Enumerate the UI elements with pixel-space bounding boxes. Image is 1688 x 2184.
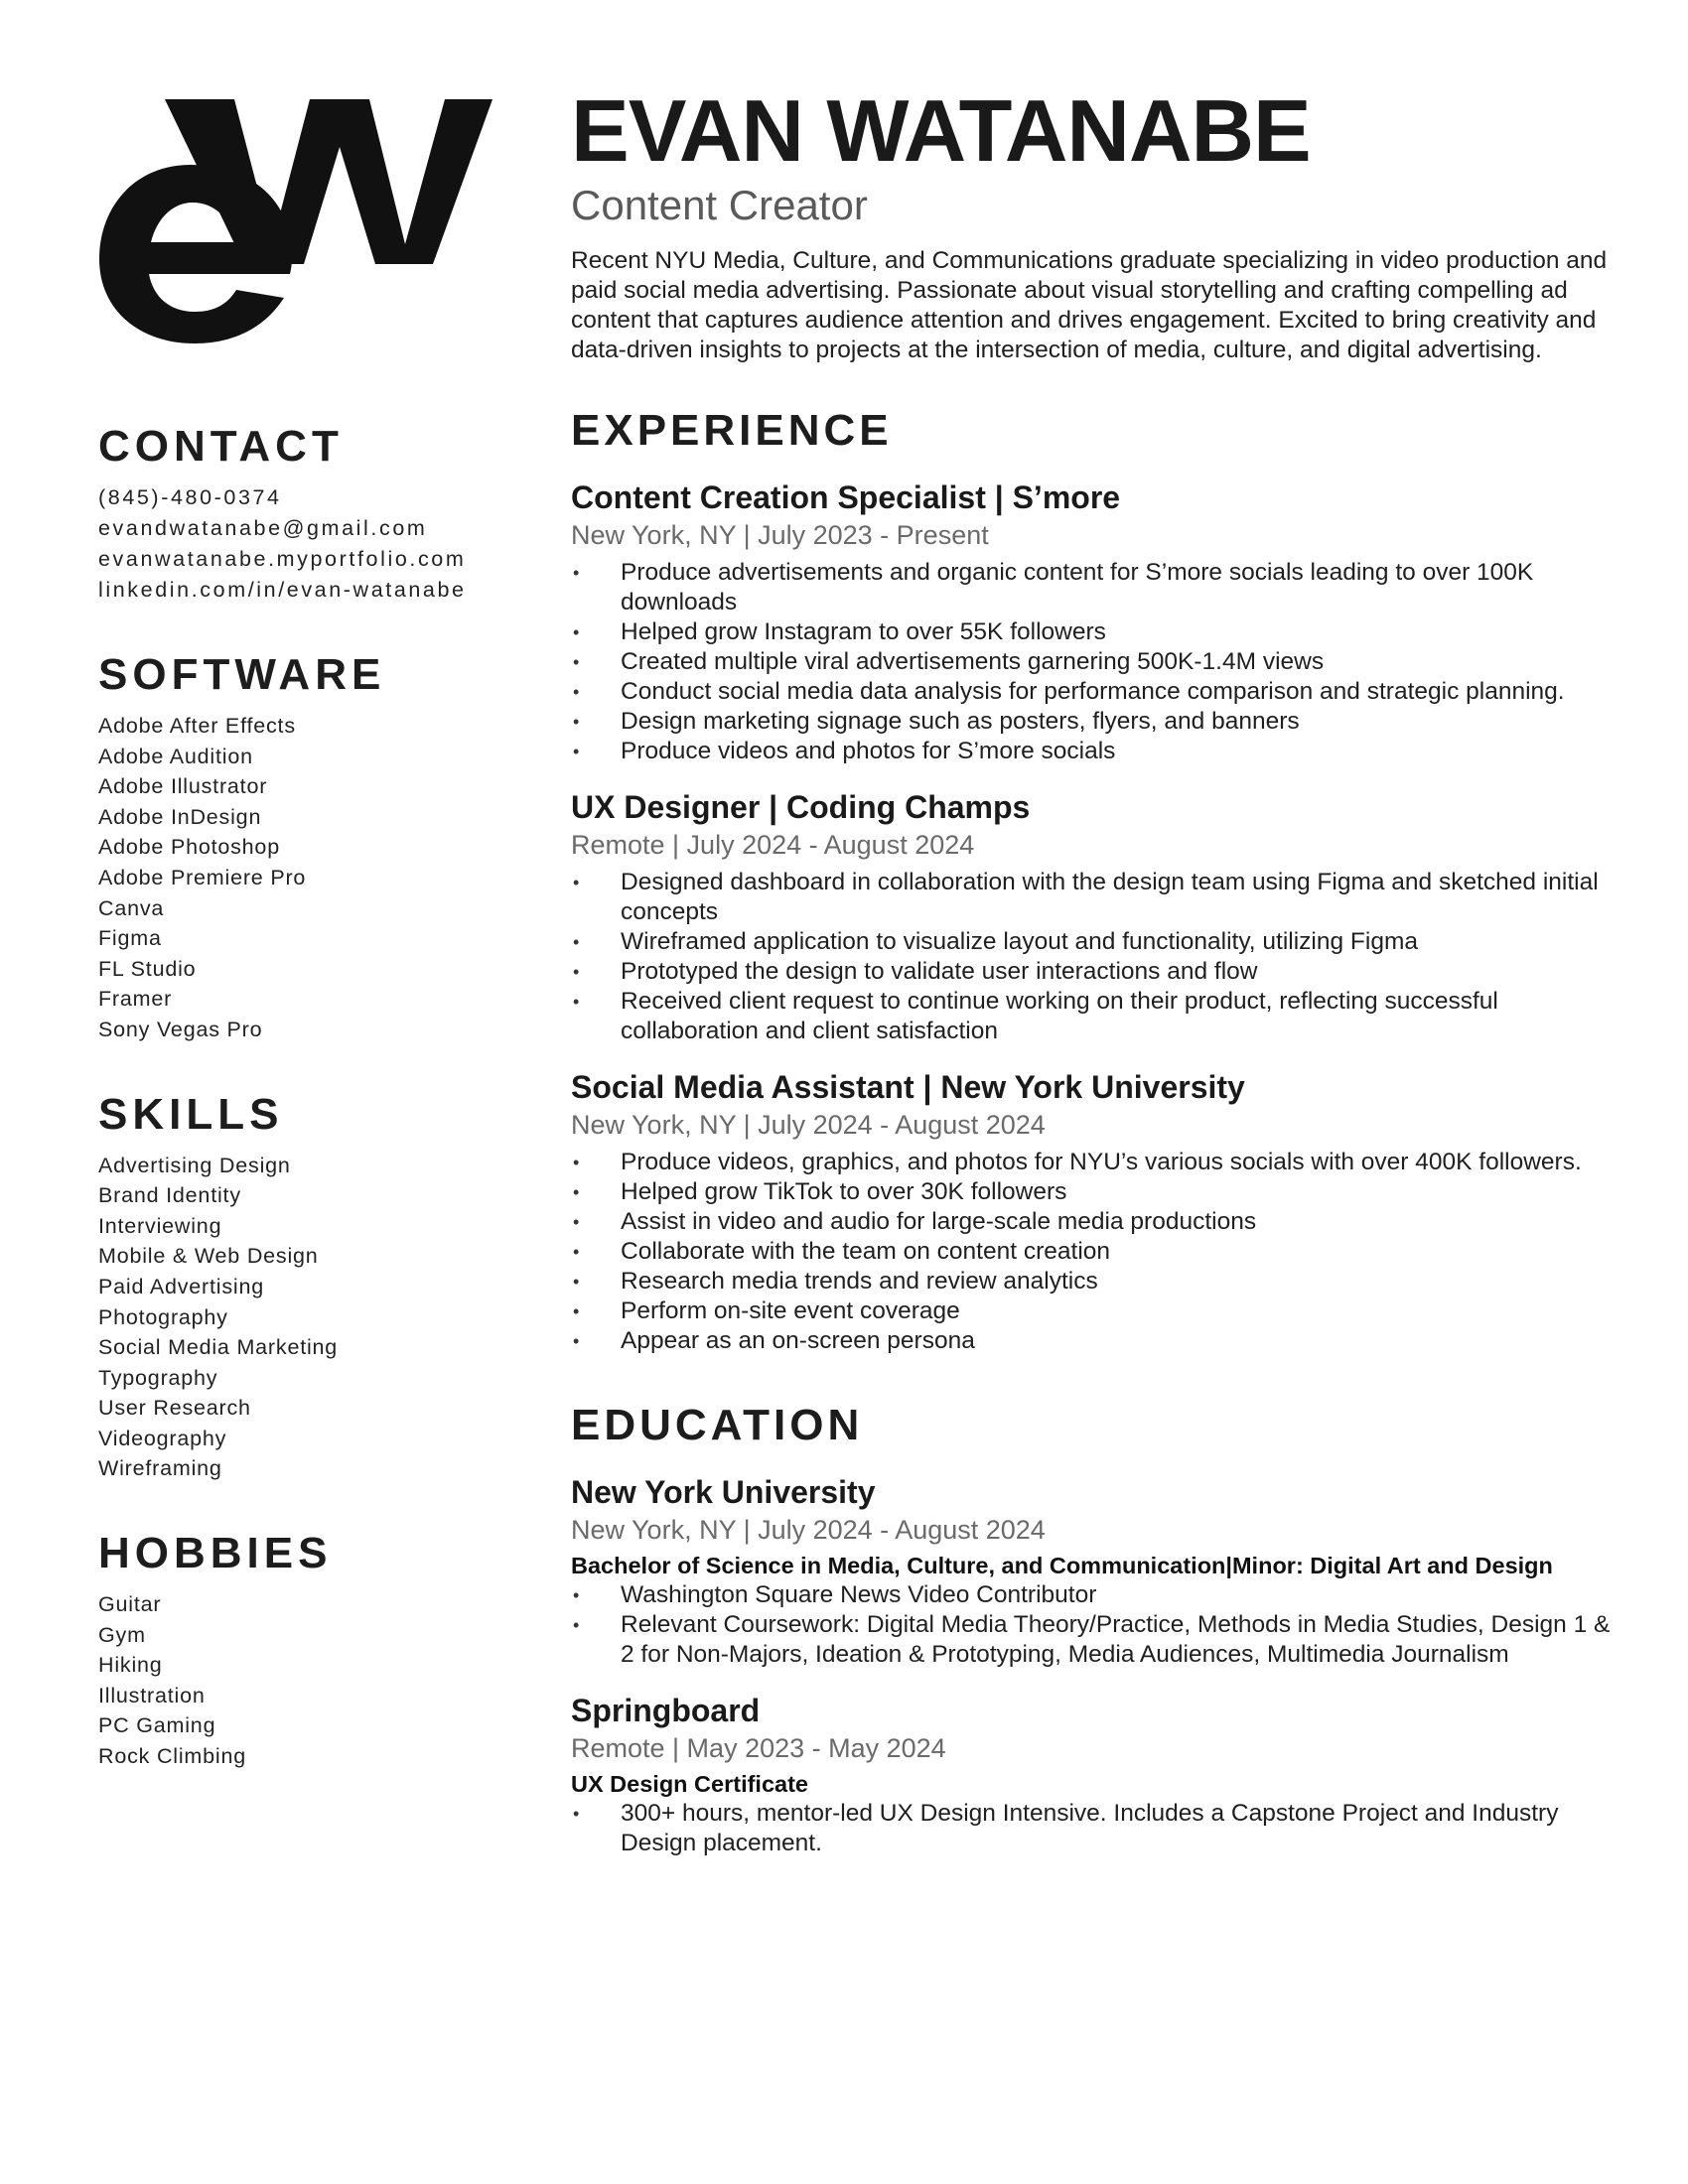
contact-heading: CONTACT — [98, 422, 344, 471]
candidate-name: EVAN WATANABE — [571, 81, 1311, 180]
hobby-item: Rock Climbing — [98, 1744, 246, 1769]
job-bullets — [571, 868, 1614, 1046]
hobby-item: Hiking — [98, 1653, 163, 1678]
skill-item: Social Media Marketing — [98, 1335, 339, 1360]
bullet-item: • 300+ hours, mentor-led UX Design Intensive. Includes a Capstone Project and Industry Design placement. — [571, 1799, 1614, 1858]
software-item: Adobe InDesign — [98, 804, 262, 829]
skill-item: Mobile & Web Design — [98, 1244, 319, 1269]
job-entry — [571, 478, 1614, 766]
degree-title: Bachelor of Science in Media, Culture, and Communication|Minor: Digital Art and Design — [571, 1553, 1553, 1578]
experience-heading: EXPERIENCE — [571, 406, 893, 455]
degree-title: UX Design Certificate — [571, 1771, 808, 1797]
school-meta: New York, NY | July 2024 - August 2024 — [571, 1515, 1046, 1545]
main-column — [571, 81, 1614, 1858]
phone-number: (845)-480-0374 — [98, 485, 282, 509]
bullet-item: • Assist in video and audio for large-scale media productions — [571, 1207, 1614, 1237]
school-bullets — [571, 1580, 1614, 1670]
hobbies-heading: HOBBIES — [98, 1529, 333, 1578]
school-name: Springboard — [571, 1693, 761, 1728]
skills-section — [98, 1091, 535, 1485]
bullet-item: • Washington Square News Video Contributor — [571, 1580, 1614, 1610]
candidate-role: Content Creator — [571, 182, 868, 228]
bullet-item: • Collaborate with the team on content creation — [571, 1237, 1614, 1267]
skill-item: Photography — [98, 1304, 228, 1329]
education-heading: EDUCATION — [571, 1401, 864, 1449]
school-meta: Remote | May 2023 - May 2024 — [571, 1733, 946, 1763]
skill-item: Interviewing — [98, 1213, 222, 1238]
software-item: Adobe After Effects — [98, 714, 296, 738]
skill-item: Paid Advertising — [98, 1274, 264, 1298]
software-item: Adobe Premiere Pro — [98, 865, 307, 889]
bullet-item: • Produce videos and photos for S’more socials — [571, 737, 1614, 766]
skill-item: Advertising Design — [98, 1153, 291, 1177]
bullet-item: • Design marketing signage such as posters, flyers, and banners — [571, 707, 1614, 737]
school-entry — [571, 1473, 1614, 1670]
school-entry — [571, 1692, 1614, 1858]
portfolio-link[interactable]: evanwatanabe.myportfolio.com — [98, 547, 467, 571]
software-item: Figma — [98, 926, 162, 951]
job-entry — [571, 1068, 1614, 1356]
hobbies-section — [98, 1530, 535, 1772]
software-item: FL Studio — [98, 956, 197, 981]
job-entry — [571, 788, 1614, 1046]
bullet-item: • Produce videos, graphics, and photos for NYU’s various socials with over 400K followers. — [571, 1148, 1614, 1177]
job-meta: New York, NY | July 2023 - Present — [571, 520, 989, 550]
skill-item: Brand Identity — [98, 1183, 241, 1208]
hobby-item: Guitar — [98, 1592, 162, 1617]
bullet-item: • Relevant Coursework: Digital Media Theory/Practice, Methods in Media Studies, Design 1 & 2 for Non-Majors, Ideation & Prototyping, Media Audiences, Multimedia Journalism — [571, 1610, 1614, 1670]
skills-heading: SKILLS — [98, 1089, 284, 1139]
education-section — [571, 1402, 1614, 1858]
bullet-item: • Conduct social media data analysis for performance comparison and strategic planning. — [571, 677, 1614, 707]
bullet-item: • Appear as an on-screen persona — [571, 1326, 1614, 1356]
skill-item: Wireframing — [98, 1456, 222, 1481]
hobby-item: Illustration — [98, 1683, 206, 1707]
skill-item: User Research — [98, 1396, 251, 1421]
job-meta: Remote | July 2024 - August 2024 — [571, 830, 975, 860]
software-item: Canva — [98, 895, 165, 920]
bullet-item: • Prototyped the design to validate user interactions and flow — [571, 957, 1614, 987]
bullet-item: • Produce advertisements and organic content for S’more socials leading to over 100K downloads — [571, 558, 1614, 617]
bullet-item: • Wireframed application to visualize layout and functionality, utilizing Figma — [571, 927, 1614, 957]
bullet-item: • Research media trends and review analytics — [571, 1267, 1614, 1297]
bullet-item: • Received client request to continue working on their product, reflecting successful collaboration and client satisfaction — [571, 987, 1614, 1046]
software-item: Adobe Illustrator — [98, 774, 268, 799]
job-meta: New York, NY | July 2024 - August 2024 — [571, 1110, 1046, 1140]
bullet-item: • Designed dashboard in collaboration with the design team using Figma and sketched initial concepts — [571, 868, 1614, 927]
job-title: Content Creation Specialist | S’more — [571, 479, 1121, 515]
software-heading: SOFTWARE — [98, 650, 386, 699]
linkedin-link[interactable]: linkedin.com/in/evan-watanabe — [98, 578, 467, 602]
experience-section — [571, 407, 1614, 1356]
software-item: Adobe Photoshop — [98, 835, 280, 860]
hobby-item: Gym — [98, 1622, 146, 1647]
skill-item: Videography — [98, 1426, 227, 1450]
school-name: New York University — [571, 1474, 876, 1510]
bullet-item: • Helped grow TikTok to over 30K followers — [571, 1177, 1614, 1207]
job-title: Social Media Assistant | New York University — [571, 1069, 1245, 1105]
summary-paragraph: Recent NYU Media, Culture, and Communications graduate specializing in video production and paid social media advertising. Passionate about visual storytelling and crafting compelling ad content that captures audience attention and drives engagement. Excited to bring creativity and data-driven insights to projects at the intersection of media, culture, and digital advertising. — [571, 247, 1608, 363]
bullet-item: • Perform on-site event coverage — [571, 1297, 1614, 1326]
contact-section — [98, 423, 535, 606]
software-item: Adobe Audition — [98, 744, 253, 768]
software-item: Sony Vegas Pro — [98, 1017, 263, 1041]
software-item: Framer — [98, 987, 173, 1012]
sidebar — [98, 423, 535, 1818]
skill-item: Typography — [98, 1365, 218, 1390]
bullet-item: • Created multiple viral advertisements garnering 500K-1.4M views — [571, 647, 1614, 677]
email-address: evandwatanabe@gmail.com — [98, 516, 428, 540]
job-bullets — [571, 558, 1614, 766]
job-title: UX Designer | Coding Champs — [571, 789, 1031, 825]
ew-logo — [95, 95, 492, 343]
hobby-item: PC Gaming — [98, 1713, 216, 1738]
software-section — [98, 651, 535, 1045]
job-bullets — [571, 1148, 1614, 1356]
school-bullets — [571, 1799, 1614, 1858]
bullet-item: • Helped grow Instagram to over 55K followers — [571, 617, 1614, 647]
